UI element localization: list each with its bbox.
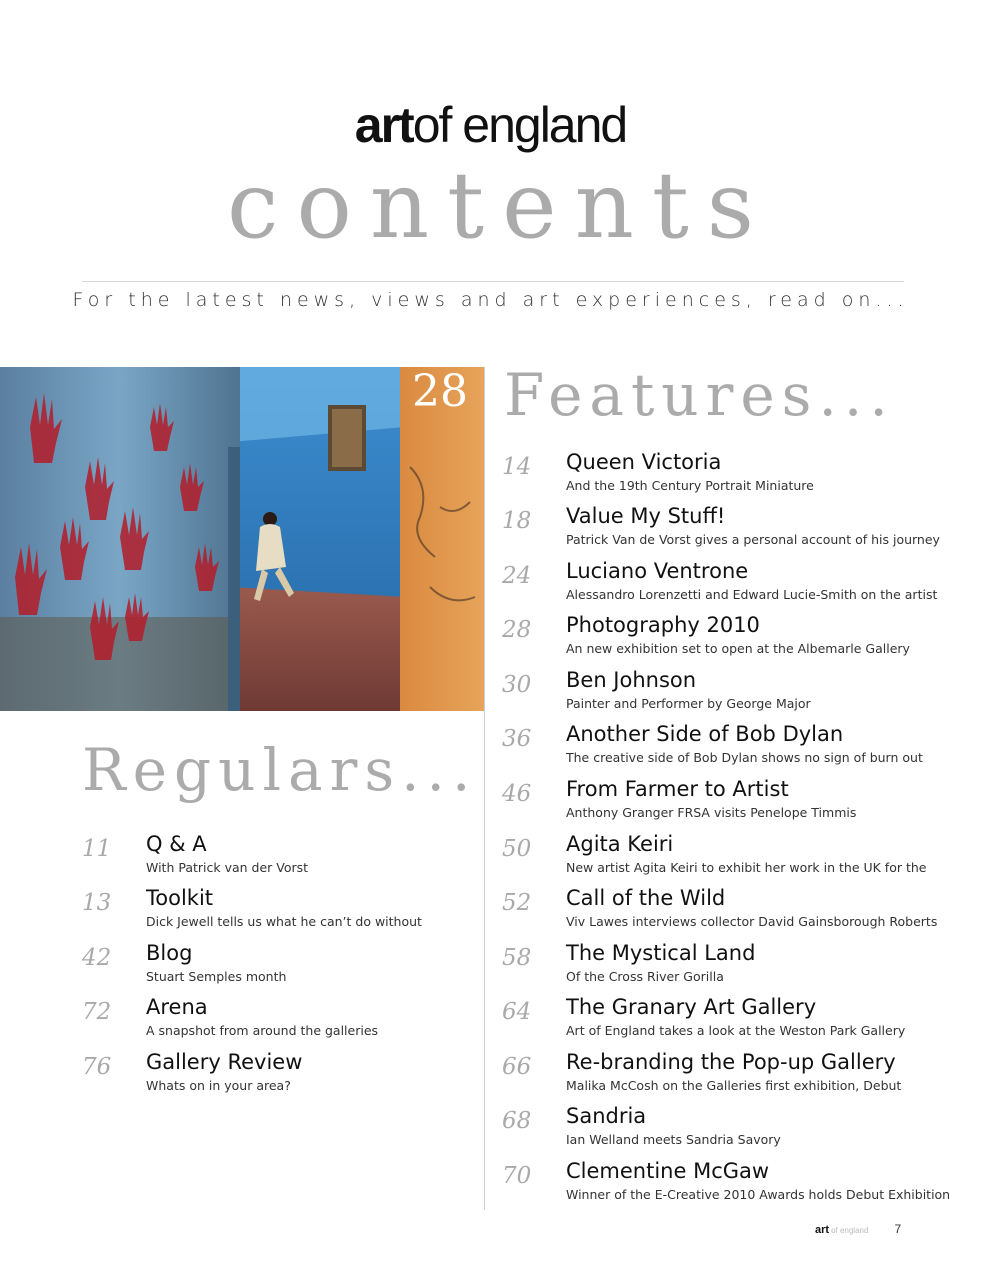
feature-title: Another Side of Bob Dylan — [566, 722, 844, 746]
regular-subtitle: Stuart Semples month — [146, 969, 287, 984]
feature-subtitle: The creative side of Bob Dylan shows no sign of burn out — [566, 750, 923, 765]
feature-page-number: 30 — [502, 672, 532, 698]
masthead-logo — [0, 97, 981, 153]
regular-page-number: 76 — [82, 1054, 112, 1080]
regular-subtitle: Dick Jewell tells us what he can’t do without — [146, 914, 422, 929]
feature-subtitle: New artist Agita Keiri to exhibit her work in the UK for the — [566, 860, 927, 875]
cover-photo-illustration — [0, 367, 485, 711]
feature-subtitle: Ian Welland meets Sandria Savory — [566, 1132, 781, 1147]
features-heading: Features... — [504, 361, 895, 429]
footer-page-number: 7 — [894, 1222, 902, 1236]
feature-subtitle: Art of England takes a look at the Weston Park Gallery — [566, 1023, 906, 1038]
feature-title: The Granary Art Gallery — [566, 995, 817, 1019]
title-divider — [82, 281, 904, 282]
cover-photo[interactable] — [0, 367, 485, 711]
footer-logo-rest: of england — [831, 1226, 869, 1235]
regular-title: Q & A — [146, 832, 207, 856]
feature-title: Queen Victoria — [566, 450, 722, 474]
regular-subtitle: With Patrick van der Vorst — [146, 860, 309, 875]
regular-page-number: 72 — [82, 999, 112, 1025]
feature-subtitle: Patrick Van de Vorst gives a personal account of his journey — [566, 532, 940, 547]
feature-subtitle: Painter and Performer by George Major — [566, 696, 811, 711]
footer — [815, 1222, 901, 1236]
tagline: For the latest news, views and art experiences, read on... — [72, 289, 909, 311]
feature-page-number: 36 — [502, 726, 532, 752]
feature-page-number: 14 — [502, 454, 532, 480]
feature-page-number: 50 — [502, 836, 532, 862]
regular-page-number: 11 — [82, 836, 112, 862]
regulars-heading: Regulars... — [82, 736, 478, 804]
logo-rest-text: of england — [412, 97, 627, 153]
feature-page-number: 18 — [502, 508, 532, 534]
regular-title: Gallery Review — [146, 1050, 303, 1074]
feature-title: Luciano Ventrone — [566, 559, 749, 583]
feature-subtitle: Winner of the E-Creative 2010 Awards holds Debut Exhibition — [566, 1187, 951, 1202]
feature-title: Photography 2010 — [566, 613, 760, 637]
regular-subtitle: Whats on in your area? — [146, 1078, 291, 1093]
feature-subtitle: An new exhibition set to open at the Albemarle Gallery — [566, 641, 910, 656]
feature-title: The Mystical Land — [566, 941, 756, 965]
feature-subtitle: Anthony Granger FRSA visits Penelope Timmis — [566, 805, 857, 820]
regular-subtitle: A snapshot from around the galleries — [146, 1023, 379, 1038]
feature-title: Sandria — [566, 1104, 647, 1128]
feature-title: From Farmer to Artist — [566, 777, 789, 801]
page-title: contents — [226, 152, 773, 259]
column-divider — [484, 367, 485, 1210]
regular-page-number: 13 — [82, 890, 112, 916]
feature-subtitle: Of the Cross River Gorilla — [566, 969, 724, 984]
feature-page-number: 68 — [502, 1108, 532, 1134]
feature-page-number: 64 — [502, 999, 532, 1025]
feature-page-number: 58 — [502, 945, 532, 971]
regular-title: Toolkit — [146, 886, 214, 910]
feature-title: Ben Johnson — [566, 668, 697, 692]
feature-subtitle: And the 19th Century Portrait Miniature — [566, 478, 814, 493]
feature-title: Agita Keiri — [566, 832, 674, 856]
feature-page-number: 24 — [502, 563, 532, 589]
regular-title: Blog — [146, 941, 193, 965]
feature-subtitle: Viv Lawes interviews collector David Gainsborough Roberts — [566, 914, 938, 929]
feature-page-number: 52 — [502, 890, 532, 916]
feature-page-number: 28 — [502, 617, 532, 643]
feature-page-number: 46 — [502, 781, 532, 807]
feature-title: Value My Stuff! — [566, 504, 726, 528]
footer-logo-art: art — [815, 1224, 830, 1236]
feature-page-number: 70 — [502, 1163, 532, 1189]
feature-title: Call of the Wild — [566, 886, 726, 910]
cover-page-number[interactable]: 28 — [412, 366, 468, 417]
feature-page-number: 66 — [502, 1054, 532, 1080]
regular-page-number: 42 — [82, 945, 112, 971]
feature-subtitle: Malika McCosh on the Galleries first exhibition, Debut — [566, 1078, 902, 1093]
feature-title: Clementine McGaw — [566, 1159, 770, 1183]
regular-title: Arena — [146, 995, 208, 1019]
feature-title: Re-branding the Pop-up Gallery — [566, 1050, 896, 1074]
feature-subtitle: Alessandro Lorenzetti and Edward Lucie-Smith on the artist — [566, 587, 938, 602]
logo-art-text: art — [354, 97, 413, 153]
